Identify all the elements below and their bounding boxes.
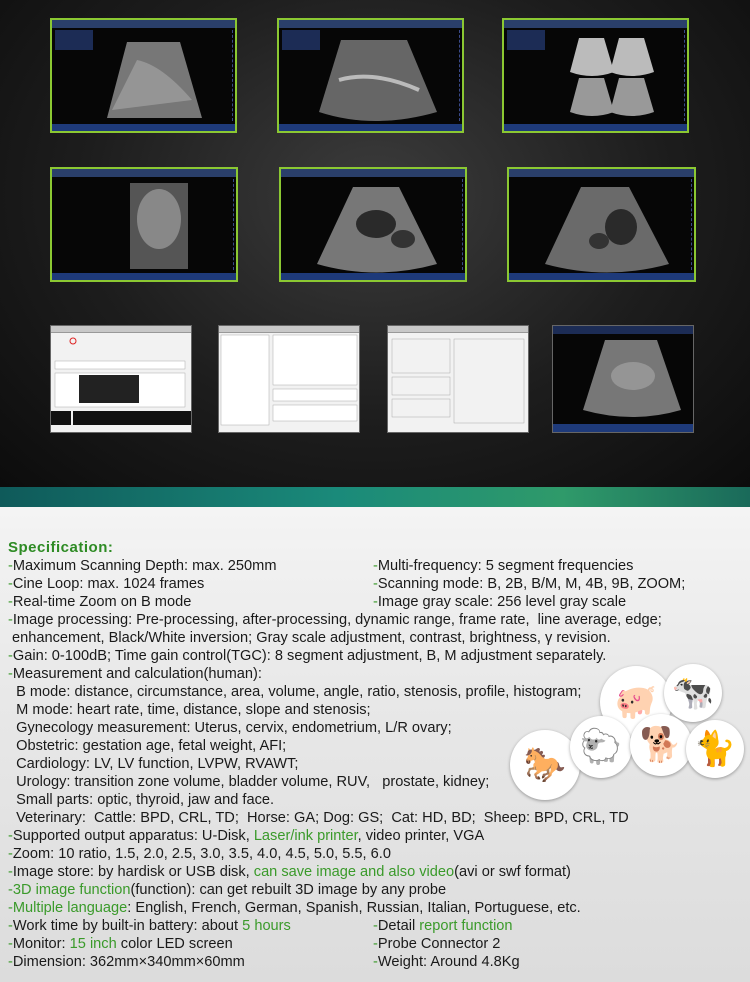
bullet-dash: - (373, 576, 378, 592)
bullet-dash: - (373, 558, 378, 574)
spec-line-r21 (373, 917, 513, 935)
highlight-text: report function (419, 918, 513, 934)
spec-line-r1 (373, 557, 633, 575)
spec-text: Scanning mode: B, 2B, B/M, M, 4B, 9B, ZOOM; (377, 576, 686, 592)
screenshot-gallery (0, 0, 750, 487)
spec-text: enhancement, Black/White inversion; Gray scale adjustment, contrast, brightness, γ revision. (8, 630, 611, 646)
ultrasound-screenshot-liver (50, 18, 237, 133)
spec-line-l8 (8, 683, 581, 701)
spec-text: : English, French, German, Spanish, Russian, Italian, Portuguese, etc. (127, 900, 581, 916)
spec-text: Maximum Scanning Depth: max. 250mm (12, 558, 277, 574)
highlight-text: can save image and also video (253, 864, 455, 880)
specification-title: Specification: (8, 539, 114, 556)
spec-line-l23 (8, 953, 245, 971)
spec-text: Urology: transition zone volume, bladder volume, RUV, prostate, kidney; (8, 774, 490, 790)
spec-text: Probe Connector 2 (377, 936, 501, 952)
spec-text: Real-time Zoom on B mode (12, 594, 192, 610)
bullet-dash: - (373, 936, 378, 952)
spec-line-l14 (8, 791, 274, 809)
spec-text: Image store: by hardisk or USB disk, (12, 864, 254, 880)
spec-text: B mode: distance, circumstance, area, volume, angle, ratio, stenosis, profile, histogram; (8, 684, 582, 700)
spec-text: M mode: heart rate, time, distance, slope and stenosis; (8, 702, 371, 718)
settings-dialog-screenshot (387, 325, 529, 433)
spec-text: (function): can get rebuilt 3D image by any probe (130, 882, 447, 898)
bullet-dash: - (8, 882, 13, 898)
bullet-dash: - (8, 648, 13, 664)
spec-text: Supported output apparatus: U-Disk, (12, 828, 254, 844)
spec-line-l12 (8, 755, 298, 773)
spec-line-l11 (8, 737, 286, 755)
spec-line-l4 (8, 611, 662, 629)
spec-text: Cine Loop: max. 1024 frames (12, 576, 205, 592)
spec-line-l2 (8, 575, 204, 593)
spec-text: Dimension: 362mm×340mm×60mm (12, 954, 245, 970)
highlight-text: 5 hours (242, 918, 291, 934)
spec-text: Weight: Around 4.8Kg (377, 954, 520, 970)
spec-line-l9 (8, 701, 371, 719)
spec-text: Obstetric: gestation age, fetal weight, AFI; (8, 738, 287, 754)
bullet-dash: - (373, 954, 378, 970)
decorative-band (0, 487, 750, 507)
spec-text: Small parts: optic, thyroid, jaw and face. (8, 792, 275, 808)
bullet-dash: - (8, 864, 13, 880)
spec-line-l13 (8, 773, 489, 791)
highlight-text: Laser/ink printer (253, 828, 358, 844)
spec-line-l16 (8, 827, 484, 845)
spec-line-l15 (8, 809, 629, 827)
highlight-text: 15 inch (69, 936, 117, 952)
spec-line-l22 (8, 935, 233, 953)
bullet-dash: - (8, 900, 13, 916)
spec-line-r3 (373, 593, 626, 611)
ultrasound-screenshot-measure (552, 325, 694, 433)
cat-icon: 🐈 (686, 720, 744, 778)
ultrasound-screenshot-abdomen (277, 18, 464, 133)
bullet-dash: - (8, 846, 13, 862)
spec-line-l10 (8, 719, 452, 737)
bullet-dash: - (8, 594, 13, 610)
spec-text: Multi-frequency: 5 segment frequencies (377, 558, 634, 574)
spec-line-l5 (8, 629, 611, 647)
bullet-dash: - (8, 558, 13, 574)
ultrasound-screenshot-linear (50, 167, 238, 282)
spec-line-l1 (8, 557, 276, 575)
spec-line-l19 (8, 881, 446, 899)
spec-line-l20 (8, 899, 581, 917)
cow-icon: 🐄 (664, 664, 722, 722)
spec-line-l21 (8, 917, 291, 935)
spec-line-r22 (373, 935, 500, 953)
bullet-dash: - (8, 954, 13, 970)
report-editor-screenshot (218, 325, 360, 433)
bullet-dash: - (8, 936, 13, 952)
spec-text: Gynecology measurement: Uterus, cervix, endometrium, L/R ovary; (8, 720, 452, 736)
ultrasound-screenshot-4b-mode (502, 18, 689, 133)
sheep-icon: 🐑 (570, 716, 632, 778)
spec-line-l6 (8, 647, 606, 665)
spec-text: Image processing: Pre-processing, after-processing, dynamic range, frame rate, line average, edge; (12, 612, 662, 628)
report-window-screenshot (50, 325, 192, 433)
spec-text: Image gray scale: 256 level gray scale (377, 594, 627, 610)
spec-text: Detail (377, 918, 420, 934)
horse-icon: 🐎 (510, 730, 580, 800)
spec-text: color LED screen (116, 936, 233, 952)
spec-line-l18 (8, 863, 571, 881)
spec-line-l3 (8, 593, 191, 611)
spec-line-l17 (8, 845, 391, 863)
spec-text: Work time by built-in battery: about (12, 918, 243, 934)
highlight-text: Multiple language (12, 900, 128, 916)
ultrasound-screenshot-convex-2 (507, 167, 696, 282)
bullet-dash: - (8, 576, 13, 592)
spec-text: Monitor: (12, 936, 70, 952)
spec-text: Gain: 0-100dB; Time gain control(TGC): 8 segment adjustment, B, M adjustment separately. (12, 648, 607, 664)
dog-icon: 🐕 (630, 714, 692, 776)
bullet-dash: - (8, 612, 13, 628)
spec-text: Measurement and calculation(human): (12, 666, 262, 682)
bullet-dash: - (373, 594, 378, 610)
highlight-text: 3D image function (12, 882, 131, 898)
bullet-dash: - (373, 918, 378, 934)
spec-text: Cardiology: LV, LV function, LVPW, RVAWT; (8, 756, 299, 772)
spec-line-r23 (373, 953, 520, 971)
bullet-dash: - (8, 918, 13, 934)
spec-text: Veterinary: Cattle: BPD, CRL, TD; Horse: GA; Dog: GS; Cat: HD, BD; Sheep: BPD, CRL, TD (8, 810, 629, 826)
bullet-dash: - (8, 828, 13, 844)
pig-icon: 🐖 (600, 666, 672, 738)
spec-line-l7 (8, 665, 262, 683)
spec-line-r2 (373, 575, 685, 593)
spec-text: (avi or swf format) (454, 864, 571, 880)
spec-text: , video printer, VGA (357, 828, 485, 844)
ultrasound-screenshot-convex-1 (279, 167, 467, 282)
bullet-dash: - (8, 666, 13, 682)
spec-text: Zoom: 10 ratio, 1.5, 2.0, 2.5, 3.0, 3.5, 4.0, 4.5, 5.0, 5.5, 6.0 (12, 846, 391, 862)
